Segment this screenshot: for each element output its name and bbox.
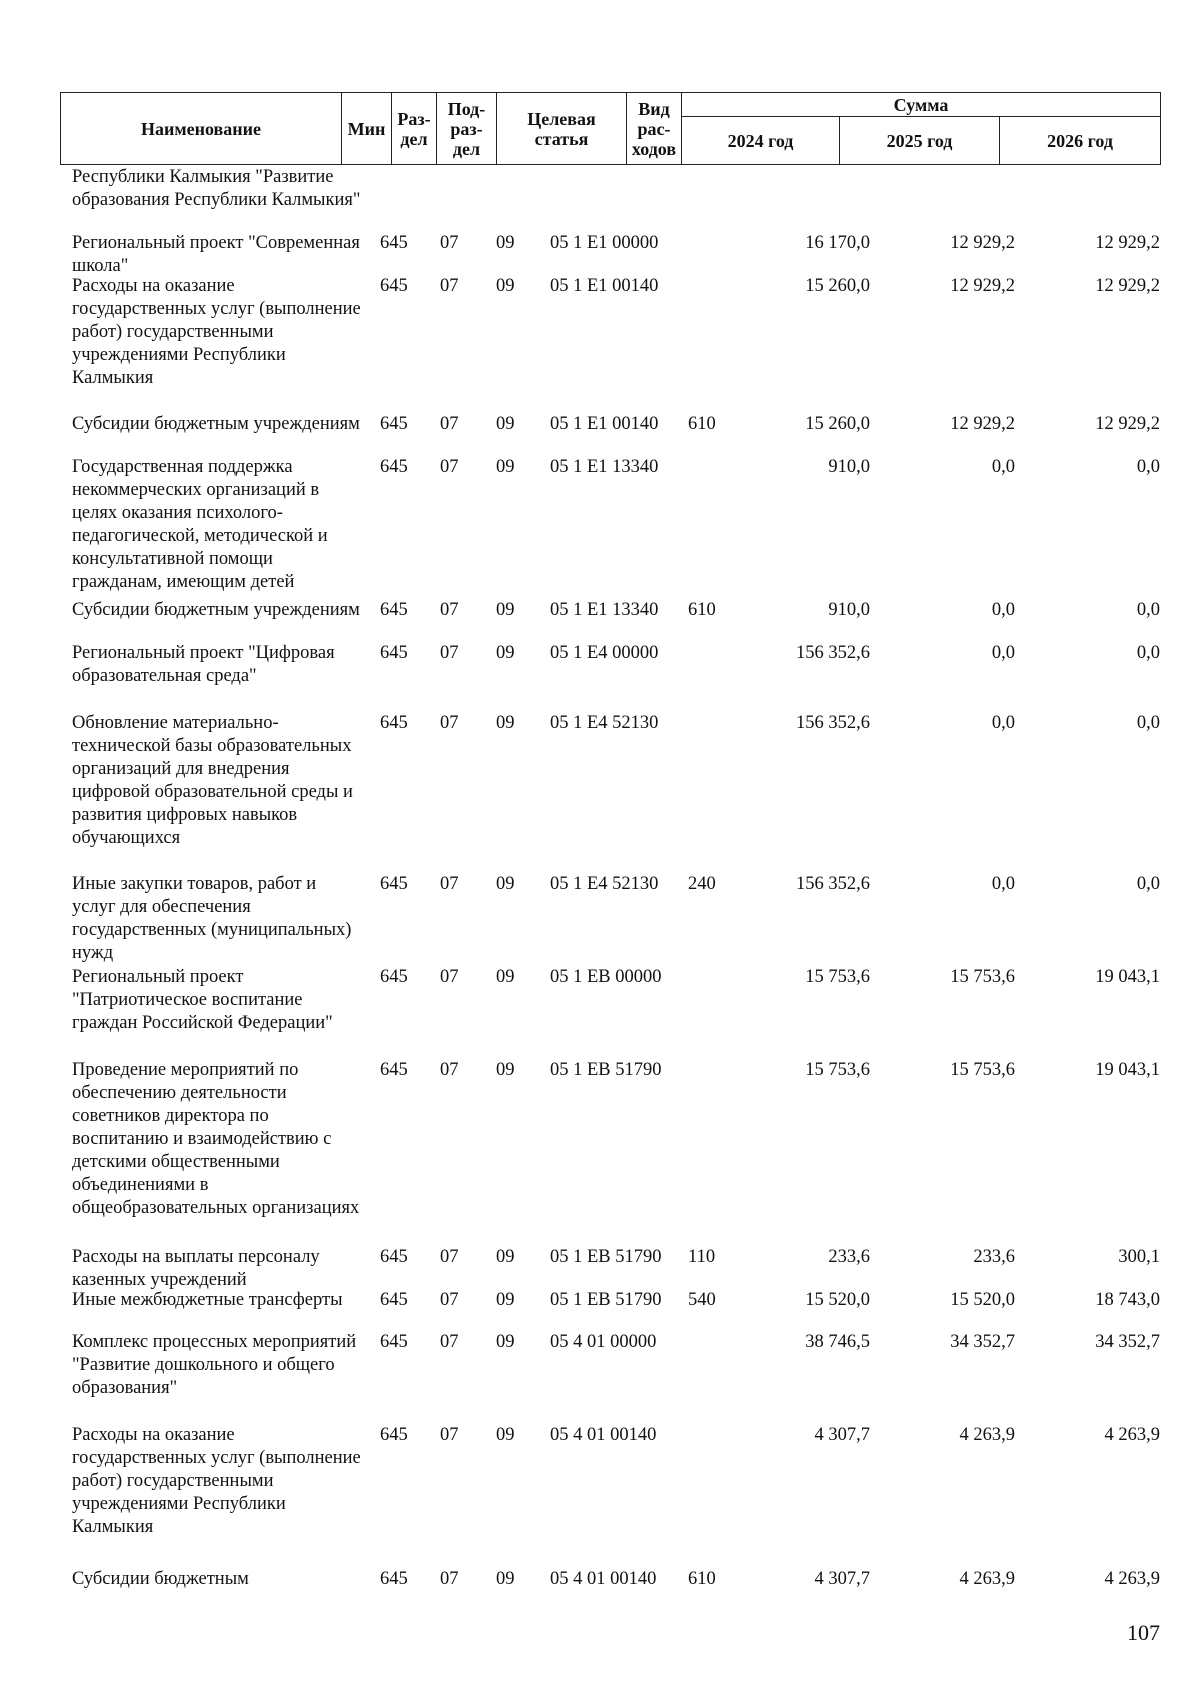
row-amount-2024: 15 753,6 [805, 1060, 870, 1080]
row-amount-2026: 0,0 [1136, 643, 1160, 663]
row-podrazdel: 09 [496, 600, 515, 620]
row-razdel: 07 [440, 1569, 459, 1589]
row-amount-2025: 15 520,0 [950, 1290, 1015, 1310]
row-razdel: 07 [440, 643, 459, 663]
row-min: 645 [380, 967, 408, 987]
row-celevaya: 05 1 EB 51790 [550, 1247, 662, 1267]
row-amount-2025: 12 929,2 [950, 414, 1015, 434]
row-amount-2026: 0,0 [1136, 600, 1160, 620]
header-year-2026: 2026 год [1000, 117, 1161, 165]
row-min: 645 [380, 233, 408, 253]
row-min: 645 [380, 276, 408, 296]
row-razdel: 07 [440, 1425, 459, 1445]
row-amount-2024: 910,0 [828, 600, 870, 620]
row-amount-2024: 15 260,0 [805, 414, 870, 434]
row-celevaya: 05 1 E4 00000 [550, 643, 659, 663]
row-podrazdel: 09 [496, 457, 515, 477]
row-amount-2025: 0,0 [991, 643, 1015, 663]
header-podrazdel: Под- раз- дел [437, 93, 497, 165]
row-celevaya: 05 1 EB 51790 [550, 1290, 662, 1310]
row-min: 645 [380, 1290, 408, 1310]
header-year-2024: 2024 год [682, 117, 840, 165]
row-razdel: 07 [440, 414, 459, 434]
row-amount-2026: 12 929,2 [1095, 414, 1160, 434]
header-celevaya: Целевая статья [497, 93, 627, 165]
row-vid: 240 [688, 874, 716, 894]
row-min: 645 [380, 1569, 408, 1589]
row-podrazdel: 09 [496, 713, 515, 733]
row-vid: 110 [688, 1247, 716, 1267]
row-name: Республики Калмыкия "Развитие образования Республики Калмыкия" [72, 167, 361, 210]
row-vid: 610 [688, 1569, 716, 1589]
row-razdel: 07 [440, 1060, 459, 1080]
row-amount-2024: 38 746,5 [805, 1332, 870, 1352]
row-podrazdel: 09 [496, 1425, 515, 1445]
row-min: 645 [380, 1425, 408, 1445]
row-razdel: 07 [440, 713, 459, 733]
row-celevaya: 05 4 01 00140 [550, 1569, 657, 1589]
row-amount-2025: 0,0 [991, 600, 1015, 620]
row-vid: 540 [688, 1290, 716, 1310]
row-amount-2025: 12 929,2 [950, 276, 1015, 296]
table-header [60, 92, 1161, 165]
row-amount-2024: 156 352,6 [796, 874, 870, 894]
row-podrazdel: 09 [496, 1290, 515, 1310]
header-name: Наименование [61, 93, 342, 165]
row-min: 645 [380, 713, 408, 733]
row-name: Региональный проект "Современная школа" [72, 233, 360, 276]
row-amount-2026: 12 929,2 [1095, 276, 1160, 296]
row-amount-2026: 0,0 [1136, 874, 1160, 894]
header-razdel: Раз- дел [392, 93, 437, 165]
row-min: 645 [380, 1332, 408, 1352]
row-amount-2026: 12 929,2 [1095, 233, 1160, 253]
row-podrazdel: 09 [496, 874, 515, 894]
row-name: Проведение мероприятий по обеспечению деятельности советников директора по воспитанию и взаимодействию с детскими общественными объединениями в общеобразовательных организациях [72, 1060, 360, 1218]
header-year-2025: 2025 год [840, 117, 1000, 165]
row-amount-2024: 15 260,0 [805, 276, 870, 296]
row-amount-2024: 156 352,6 [796, 643, 870, 663]
row-celevaya: 05 1 E1 00140 [550, 276, 659, 296]
row-min: 645 [380, 1060, 408, 1080]
row-name: Обновление материально-технической базы образовательных организаций для внедрения цифровой образовательной среды и развития цифровых навыков обучающихся [72, 713, 353, 848]
row-celevaya: 05 1 EB 51790 [550, 1060, 662, 1080]
row-razdel: 07 [440, 233, 459, 253]
row-amount-2026: 4 263,9 [1104, 1425, 1160, 1445]
row-name: Субсидии бюджетным [72, 1569, 249, 1589]
row-amount-2024: 15 520,0 [805, 1290, 870, 1310]
row-podrazdel: 09 [496, 233, 515, 253]
row-celevaya: 05 4 01 00140 [550, 1425, 657, 1445]
row-amount-2026: 34 352,7 [1095, 1332, 1160, 1352]
row-name: Расходы на оказание государственных услуг (выполнение работ) государственными учреждениями Республики Калмыкия [72, 1425, 361, 1537]
row-amount-2025: 15 753,6 [950, 1060, 1015, 1080]
row-name: Региональный проект "Патриотическое воспитание граждан Российской Федерации" [72, 967, 333, 1033]
row-amount-2024: 15 753,6 [805, 967, 870, 987]
row-name: Субсидии бюджетным учреждениям [72, 600, 360, 620]
row-name: Расходы на выплаты персоналу казенных учреждений [72, 1247, 320, 1290]
row-podrazdel: 09 [496, 1332, 515, 1352]
row-min: 645 [380, 643, 408, 663]
row-podrazdel: 09 [496, 1569, 515, 1589]
row-min: 645 [380, 457, 408, 477]
row-amount-2024: 233,6 [828, 1247, 870, 1267]
row-celevaya: 05 4 01 00000 [550, 1332, 657, 1352]
row-amount-2026: 300,1 [1118, 1247, 1160, 1267]
row-celevaya: 05 1 E4 52130 [550, 713, 659, 733]
row-amount-2025: 4 263,9 [959, 1569, 1015, 1589]
row-podrazdel: 09 [496, 414, 515, 434]
row-name: Иные закупки товаров, работ и услуг для обеспечения государственных (муниципальных) нужд [72, 874, 352, 963]
row-amount-2024: 910,0 [828, 457, 870, 477]
row-name: Региональный проект "Цифровая образовательная среда" [72, 643, 335, 686]
row-celevaya: 05 1 E1 00140 [550, 414, 659, 434]
row-amount-2025: 4 263,9 [959, 1425, 1015, 1445]
row-vid: 610 [688, 600, 716, 620]
row-celevaya: 05 1 E1 00000 [550, 233, 659, 253]
row-amount-2024: 4 307,7 [814, 1425, 870, 1445]
row-celevaya: 05 1 E1 13340 [550, 600, 659, 620]
row-razdel: 07 [440, 276, 459, 296]
row-amount-2025: 15 753,6 [950, 967, 1015, 987]
row-name: Иные межбюджетные трансферты [72, 1290, 343, 1310]
header-vid: Вид рас- ходов [627, 93, 682, 165]
row-name: Комплекс процессных мероприятий "Развитие дошкольного и общего образования" [72, 1332, 357, 1398]
row-min: 645 [380, 874, 408, 894]
row-amount-2025: 0,0 [991, 874, 1015, 894]
row-min: 645 [380, 1247, 408, 1267]
row-celevaya: 05 1 EB 00000 [550, 967, 662, 987]
row-podrazdel: 09 [496, 967, 515, 987]
row-amount-2026: 19 043,1 [1095, 1060, 1160, 1080]
row-razdel: 07 [440, 967, 459, 987]
row-amount-2026: 0,0 [1136, 713, 1160, 733]
row-amount-2025: 0,0 [991, 713, 1015, 733]
row-razdel: 07 [440, 600, 459, 620]
row-podrazdel: 09 [496, 276, 515, 296]
header-summa: Сумма [682, 93, 1161, 117]
row-amount-2024: 4 307,7 [814, 1569, 870, 1589]
row-podrazdel: 09 [496, 1247, 515, 1267]
row-amount-2026: 4 263,9 [1104, 1569, 1160, 1589]
row-name: Расходы на оказание государственных услуг (выполнение работ) государственными учреждениями Республики Калмыкия [72, 276, 361, 388]
page-number: 107 [1127, 1620, 1160, 1645]
row-razdel: 07 [440, 457, 459, 477]
row-celevaya: 05 1 E4 52130 [550, 874, 659, 894]
row-amount-2024: 156 352,6 [796, 713, 870, 733]
row-amount-2026: 19 043,1 [1095, 967, 1160, 987]
row-amount-2025: 12 929,2 [950, 233, 1015, 253]
row-razdel: 07 [440, 1332, 459, 1352]
row-amount-2024: 16 170,0 [805, 233, 870, 253]
row-razdel: 07 [440, 1290, 459, 1310]
row-name: Государственная поддержка некоммерческих организаций в целях оказания психолого-педагогической, методической и консультативной помощи гражданам, имеющим детей [72, 457, 328, 592]
row-podrazdel: 09 [496, 1060, 515, 1080]
row-razdel: 07 [440, 1247, 459, 1267]
row-celevaya: 05 1 E1 13340 [550, 457, 659, 477]
header-min: Мин [342, 93, 392, 165]
row-razdel: 07 [440, 874, 459, 894]
row-amount-2025: 0,0 [991, 457, 1015, 477]
row-vid: 610 [688, 414, 716, 434]
row-min: 645 [380, 600, 408, 620]
row-amount-2025: 233,6 [973, 1247, 1015, 1267]
row-min: 645 [380, 414, 408, 434]
row-amount-2026: 0,0 [1136, 457, 1160, 477]
row-amount-2025: 34 352,7 [950, 1332, 1015, 1352]
row-amount-2026: 18 743,0 [1095, 1290, 1160, 1310]
row-podrazdel: 09 [496, 643, 515, 663]
row-name: Субсидии бюджетным учреждениям [72, 414, 360, 434]
